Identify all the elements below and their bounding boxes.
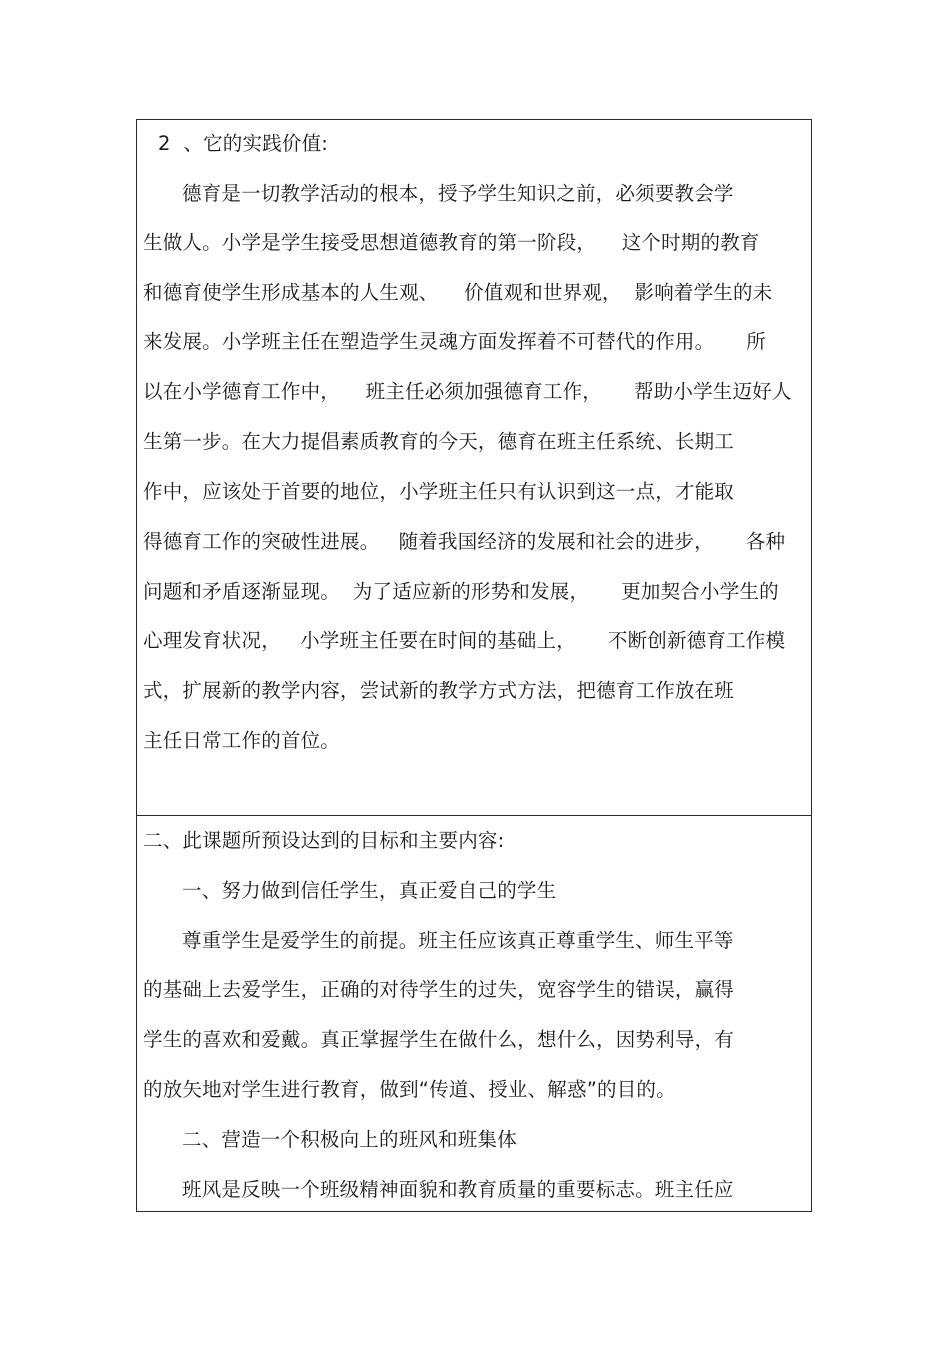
paragraph-line: 式，扩展新的教学内容，尝试新的教学方式方法，把德育工作放在班 [143,679,735,702]
paragraph-line: 学生的喜欢和爱戴。真正掌握学生在做什么，想什么，因势利导，有 [143,1028,735,1051]
paragraph-line: 班风是反映一个班级精神面貌和教育质量的重要标志。班主任应 [182,1178,734,1201]
paragraph-line: 尊重学生是爱学生的前提。班主任应该真正尊重学生、师生平等 [182,929,734,952]
paragraph-line: 来发展。小学班主任在塑造学生灵魂方面发挥着不可替代的作用。 所 [143,330,766,353]
paragraph-line: 生第一步。在大力提倡素质教育的今天，德育在班主任系统、长期工 [143,430,735,453]
table-row-divider [137,815,811,816]
paragraph-line: 生做人。小学是学生接受思想道德教育的第一阶段， 这个时期的教育 [143,231,760,254]
paragraph-line: 心理发育状况， 小学班主任要在时间的基础上， 不断创新德育工作模 [143,629,786,652]
paragraph-line: 德育是一切教学活动的根本，授予学生知识之前，必须要教会学 [182,182,734,205]
paragraph-line: 得德育工作的突破性进展。 随着我国经济的发展和社会的进步， 各种 [143,530,786,553]
paragraph-line: 的基础上去爱学生，正确的对待学生的过失，宽容学生的错误，赢得 [143,978,735,1001]
paragraph-line: 作中，应该处于首要的地位，小学班主任只有认识到这一点，才能取 [143,480,735,503]
paragraph-line: 的放矢地对学生进行教育，做到“传道、授业、解惑”的目的。 [143,1078,676,1101]
subheading-class-spirit: 二、营造一个积极向上的班风和班集体 [182,1128,517,1151]
paragraph-line: 以在小学德育工作中， 班主任必须加强德育工作， 帮助小学生迈好人 [143,380,792,403]
paragraph-line: 问题和矛盾逐渐显现。 为了适应新的形势和发展， 更加契合小学生的 [143,580,779,603]
section-heading-practical-value: 2 、它的实践价值: [158,132,329,155]
paragraph-line: 和德育使学生形成基本的人生观、 价值观和世界观， 影响着学生的未 [143,281,773,304]
subheading-trust-students: 一、努力做到信任学生，真正爱自己的学生 [182,879,557,902]
paragraph-line: 主任日常工作的首位。 [143,729,341,752]
section-heading-goals: 二、此课题所预设达到的目标和主要内容: [143,829,505,852]
